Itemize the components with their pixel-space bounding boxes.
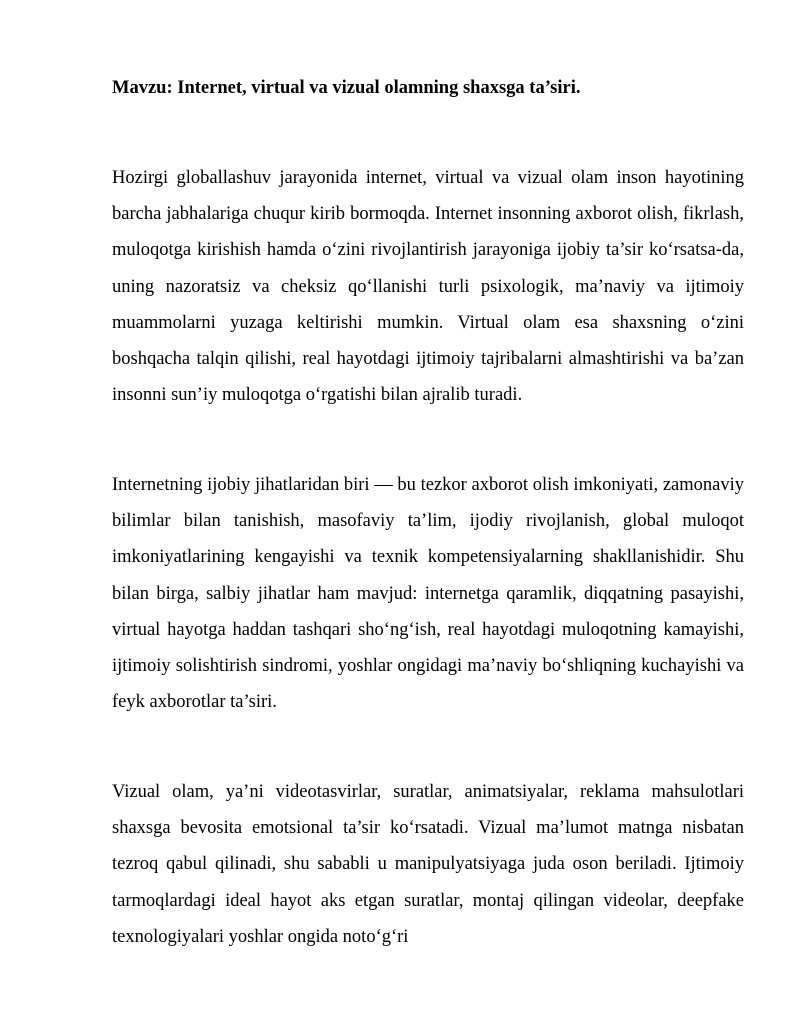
paragraph-2: Internetning ijobiy jihatlaridan biri — bu tezkor axborot olish imkoniyati, zamonaviy bilimlar bilan tanishish, masofaviy ta’lim, ijodiy rivojlanish, global muloqot imkoniyatlarining kengayishi va texnik kompetensiyalarning shakllanishidir. Shu bilan birga, salbiy jihatlar ham mavjud: internetga qaramlik, diqqatning pasayishi, virtual hayotga haddan tashqari sho‘ng‘ish, real hayotdagi muloqotning kamayishi, ijtimoiy solishtirish sindromi, yoshlar ongidagi ma’naviy bo‘shliqning kuchayishi va feyk axborotlar ta’siri. [112,475,744,713]
paragraph-1: Hozirgi globallashuv jarayonida internet, virtual va vizual olam inson hayotining barcha jabhalariga chuqur kirib bormoqda. Internet insonning axborot olish, fikrlash, muloqotga kirishish hamda o‘zini rivojlantirish jarayoniga ijobiy ta’sir ko‘rsatsa-da, uning nazoratsiz va cheksiz qo‘llanishi turli psixologik, ma’naviy va ijtimoiy muammolarni yuzaga keltirishi mumkin. Virtual olam esa shaxsning o‘zini boshqacha talqin qilishi, real hayotdagi ijtimoiy tajribalarni almashtirishi va ba’zan insonni sun’iy muloqotga o‘rgatishi bilan ajralib turadi. [112,168,744,406]
document-title: Mavzu: Internet, virtual va vizual olamning shaxsga ta’siri. [112,78,581,98]
paragraph-3: Vizual olam, ya’ni videotasvirlar, suratlar, animatsiyalar, reklama mahsulotlari shaxsga bevosita emotsional ta’sir ko‘rsatadi. Vizual ma’lumot matnga nisbatan tezroq qabul qilinadi, shu sababli u manipulyatsiyaga juda oson beriladi. Ijtimoiy tarmoqlardagi ideal hayot aks etgan suratlar, montaj qilingan videolar, deepfake texnologiyalari yoshlar ongida noto‘g‘ri [112,782,744,947]
